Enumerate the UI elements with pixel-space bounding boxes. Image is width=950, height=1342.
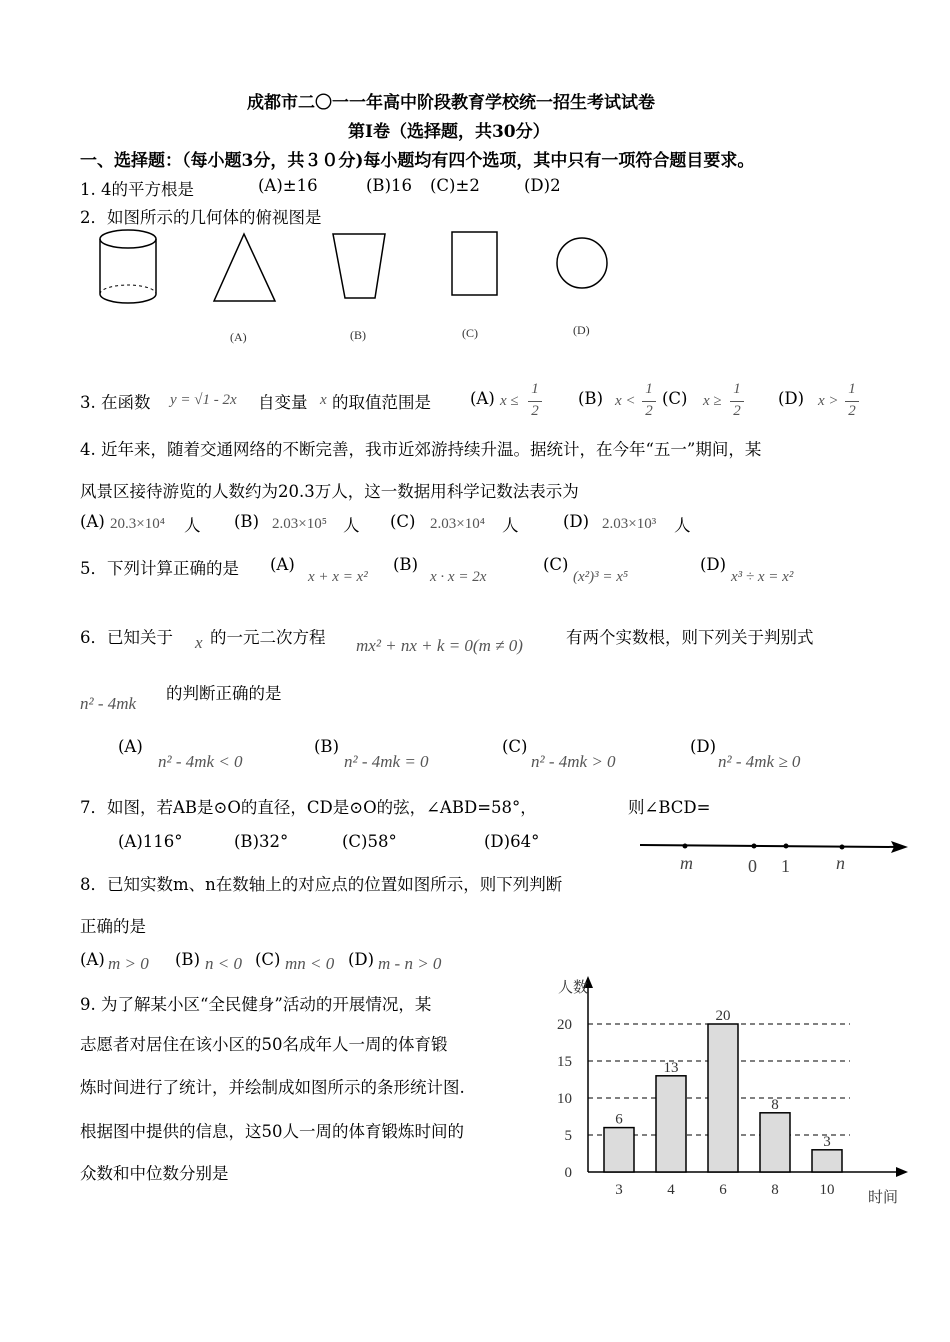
q8-option-a-label: (A) bbox=[80, 950, 105, 969]
q3-option-a: x ≤ bbox=[500, 393, 519, 409]
q3-option-a-label: (A) bbox=[470, 389, 495, 408]
trapezoid-option-b bbox=[333, 234, 385, 298]
q4-line1: 4. 近年来，随着交通网络的不断完善，我市近郊游持续升温。据统计，在今年“五一”期间，某 bbox=[80, 440, 762, 459]
q3-c-frac-den: 2 bbox=[733, 403, 741, 419]
q3-prefix: 3. 在函数 bbox=[80, 393, 151, 412]
q5-stem: 5．下列计算正确的是 bbox=[80, 559, 239, 578]
q6-variable: x bbox=[195, 633, 203, 652]
q6-option-a: n² - 4mk < 0 bbox=[158, 752, 243, 771]
bar bbox=[604, 1128, 634, 1172]
q4-option-b: 2.03×10⁵ bbox=[272, 516, 327, 532]
q5-option-c-label: (C) bbox=[543, 555, 569, 574]
q4-option-d-label: (D) bbox=[563, 512, 590, 531]
q8-line1: 8．已知实数m、n在数轴上的对应点的位置如图所示，则下列判断 bbox=[80, 875, 563, 894]
q4-unit-b: 人 bbox=[343, 516, 360, 535]
x-tick-label: 4 bbox=[667, 1182, 675, 1198]
q3-option-b: x < bbox=[615, 393, 636, 409]
q6-option-d: n² - 4mk ≥ 0 bbox=[718, 752, 801, 771]
q3-middle: 自变量 bbox=[258, 393, 308, 412]
q4-option-d: 2.03×10³ bbox=[602, 516, 657, 532]
q9-line3: 炼时间进行了统计，并绘制成如图所示的条形统计图. bbox=[80, 1078, 465, 1097]
section-heading: 一、选择题：（每小题3分，共３０分)每小题均有四个选项，其中只有一项符合题目要求。 bbox=[80, 151, 755, 171]
q6-option-a-label: (A) bbox=[118, 737, 143, 756]
q5-option-b: x · x = 2x bbox=[430, 569, 487, 585]
bar-value-label: 6 bbox=[615, 1111, 623, 1128]
circle-option-d bbox=[557, 238, 607, 288]
part-subtitle: 第Ⅰ卷（选择题，共30分） bbox=[348, 122, 550, 142]
q1-option-a: (A)±16 bbox=[258, 176, 318, 195]
bar-chart bbox=[550, 972, 915, 1212]
point-m bbox=[683, 844, 688, 849]
q3-c-frac-num: 1 bbox=[733, 381, 741, 397]
bar bbox=[812, 1150, 842, 1172]
q6-option-d-label: (D) bbox=[690, 737, 717, 756]
q7-option-a: (A)116° bbox=[118, 832, 183, 851]
x-axis-arrow-icon bbox=[896, 1167, 908, 1177]
bar-value-label: 20 bbox=[715, 1008, 731, 1024]
q8-option-a: m > 0 bbox=[108, 954, 149, 973]
q2-label-c: (C) bbox=[462, 326, 478, 340]
q8-option-b: n < 0 bbox=[205, 954, 242, 973]
q6-prefix: 6．已知关于 bbox=[80, 628, 173, 647]
q1-option-c: (C)±2 bbox=[430, 176, 480, 195]
cylinder-figure bbox=[100, 230, 156, 303]
x-tick-label: 3 bbox=[615, 1182, 623, 1198]
q3-b-frac-den: 2 bbox=[645, 403, 653, 419]
point-1 bbox=[784, 844, 789, 849]
number-line bbox=[636, 830, 914, 880]
q7-suffix: 则∠BCD= bbox=[628, 798, 711, 817]
q4-option-c-label: (C) bbox=[390, 512, 416, 531]
q6-option-c: n² - 4mk > 0 bbox=[531, 752, 616, 771]
bar-value-label: 3 bbox=[823, 1133, 831, 1150]
q8-option-b-label: (B) bbox=[175, 950, 200, 969]
bar bbox=[708, 1024, 738, 1172]
q6-line2: 的判断正确的是 bbox=[166, 684, 282, 703]
rectangle-option-c bbox=[452, 232, 497, 295]
q3-option-d-label: (D) bbox=[778, 389, 805, 408]
q6-discriminant: n² - 4mk bbox=[80, 694, 137, 713]
q8-option-d: m - n > 0 bbox=[378, 954, 442, 973]
q3-suffix: 的取值范围是 bbox=[332, 393, 431, 412]
q6-equation: mx² + nx + k = 0(m ≠ 0) bbox=[356, 636, 523, 655]
q8-option-c: mn < 0 bbox=[285, 954, 335, 973]
q3-d-frac-num: 1 bbox=[848, 381, 856, 397]
bar-value-label: 8 bbox=[771, 1096, 779, 1113]
label-1: 1 bbox=[781, 856, 790, 876]
exam-title: 成都市二〇一一年高中阶段教育学校统一招生考试试卷 bbox=[247, 93, 655, 113]
y-axis-label: 人数 bbox=[558, 980, 589, 996]
q4-unit-c: 人 bbox=[502, 516, 519, 535]
y-tick-label: 15 bbox=[557, 1054, 572, 1070]
q4-option-a-label: (A) bbox=[80, 512, 105, 531]
q5-option-d: x³ ÷ x = x² bbox=[731, 569, 794, 585]
q4-option-a: 20.3×10⁴ bbox=[110, 516, 165, 532]
q4-option-b-label: (B) bbox=[234, 512, 259, 531]
q3-option-c-label: (C) bbox=[662, 389, 688, 408]
q8-option-d-label: (D) bbox=[348, 950, 375, 969]
bar bbox=[656, 1076, 686, 1172]
label-0: 0 bbox=[748, 856, 757, 876]
point-n bbox=[840, 845, 845, 850]
q9-line2: 志愿者对居住在该小区的50名成年人一周的体育锻 bbox=[80, 1035, 448, 1054]
q5-option-b-label: (B) bbox=[393, 555, 418, 574]
q9-line5: 众数和中位数分别是 bbox=[80, 1164, 229, 1183]
y-tick-label: 20 bbox=[557, 1017, 572, 1033]
q3-d-frac-den: 2 bbox=[848, 403, 856, 419]
q9-line4: 根据图中提供的信息，这50人一周的体育锻炼时间的 bbox=[80, 1122, 464, 1141]
label-n: n bbox=[836, 853, 845, 873]
q4-option-c: 2.03×10⁴ bbox=[430, 516, 485, 532]
q1-option-d: (D)2 bbox=[524, 176, 561, 195]
q4-line2: 风景区接待游览的人数约为20.3万人，这一数据用科学记数法表示为 bbox=[80, 482, 579, 501]
q3-option-d: x > bbox=[818, 393, 839, 409]
q4-unit-a: 人 bbox=[184, 516, 201, 535]
q6-suffix: 有两个实数根，则下列关于判别式 bbox=[566, 628, 814, 647]
q8-option-c-label: (C) bbox=[255, 950, 281, 969]
q7-option-d: (D)64° bbox=[484, 832, 540, 851]
q3-option-b-label: (B) bbox=[578, 389, 603, 408]
q7-option-b: (B)32° bbox=[234, 832, 289, 851]
y-tick-label: 5 bbox=[564, 1128, 572, 1144]
bar bbox=[760, 1113, 790, 1172]
x-axis-label: 时间 bbox=[868, 1190, 899, 1206]
q8-line2: 正确的是 bbox=[80, 917, 146, 936]
q7-option-c: (C)58° bbox=[342, 832, 397, 851]
q6-option-b: n² - 4mk = 0 bbox=[344, 752, 429, 771]
q1-option-b: (B)16 bbox=[366, 176, 412, 195]
label-m: m bbox=[680, 853, 693, 873]
q5-option-d-label: (D) bbox=[700, 555, 727, 574]
question-1 bbox=[80, 176, 194, 200]
y-tick-label: 0 bbox=[564, 1165, 572, 1181]
triangle-option-a bbox=[214, 234, 275, 301]
q2-stem: 2．如图所示的几何体的俯视图是 bbox=[80, 208, 322, 227]
x-tick-label: 10 bbox=[819, 1182, 835, 1198]
point-0 bbox=[752, 844, 757, 849]
q2-label-d: (D) bbox=[573, 323, 590, 337]
q1-stem: 1. 4的平方根是 bbox=[80, 180, 194, 199]
q3-d-frac-bar bbox=[845, 401, 859, 402]
q9-line1: 9. 为了解某小区“全民健身”活动的开展情况，某 bbox=[80, 995, 432, 1014]
q3-c-frac-bar bbox=[730, 401, 744, 402]
q6-option-c-label: (C) bbox=[502, 737, 528, 756]
q6-middle: 的一元二次方程 bbox=[210, 628, 326, 647]
q3-variable: x bbox=[320, 392, 327, 408]
x-tick-label: 8 bbox=[771, 1182, 779, 1198]
q5-option-c: (x²)³ = x⁵ bbox=[573, 569, 629, 585]
q3-a-frac-num: 1 bbox=[531, 381, 539, 397]
q6-option-b-label: (B) bbox=[314, 737, 339, 756]
q3-b-frac-bar bbox=[642, 401, 656, 402]
q7-stem: 7．如图，若AB是⊙O的直径，CD是⊙O的弦，∠ABD=58°， bbox=[80, 798, 537, 817]
q2-label-a: (A) bbox=[230, 330, 247, 344]
q5-option-a: x + x = x² bbox=[308, 569, 368, 585]
q3-a-frac-den: 2 bbox=[531, 403, 539, 419]
x-tick-label: 6 bbox=[719, 1182, 727, 1198]
bar-value-label: 13 bbox=[663, 1059, 679, 1076]
q5-option-a-label: (A) bbox=[270, 555, 295, 574]
q2-label-b: (B) bbox=[350, 328, 366, 342]
q3-function: y = √1 - 2x bbox=[170, 392, 237, 408]
q3-option-c: x ≥ bbox=[703, 393, 722, 409]
y-tick-label: 10 bbox=[557, 1091, 572, 1107]
q3-a-frac-bar bbox=[528, 401, 542, 402]
q4-unit-d: 人 bbox=[674, 516, 691, 535]
q3-b-frac-num: 1 bbox=[645, 381, 653, 397]
